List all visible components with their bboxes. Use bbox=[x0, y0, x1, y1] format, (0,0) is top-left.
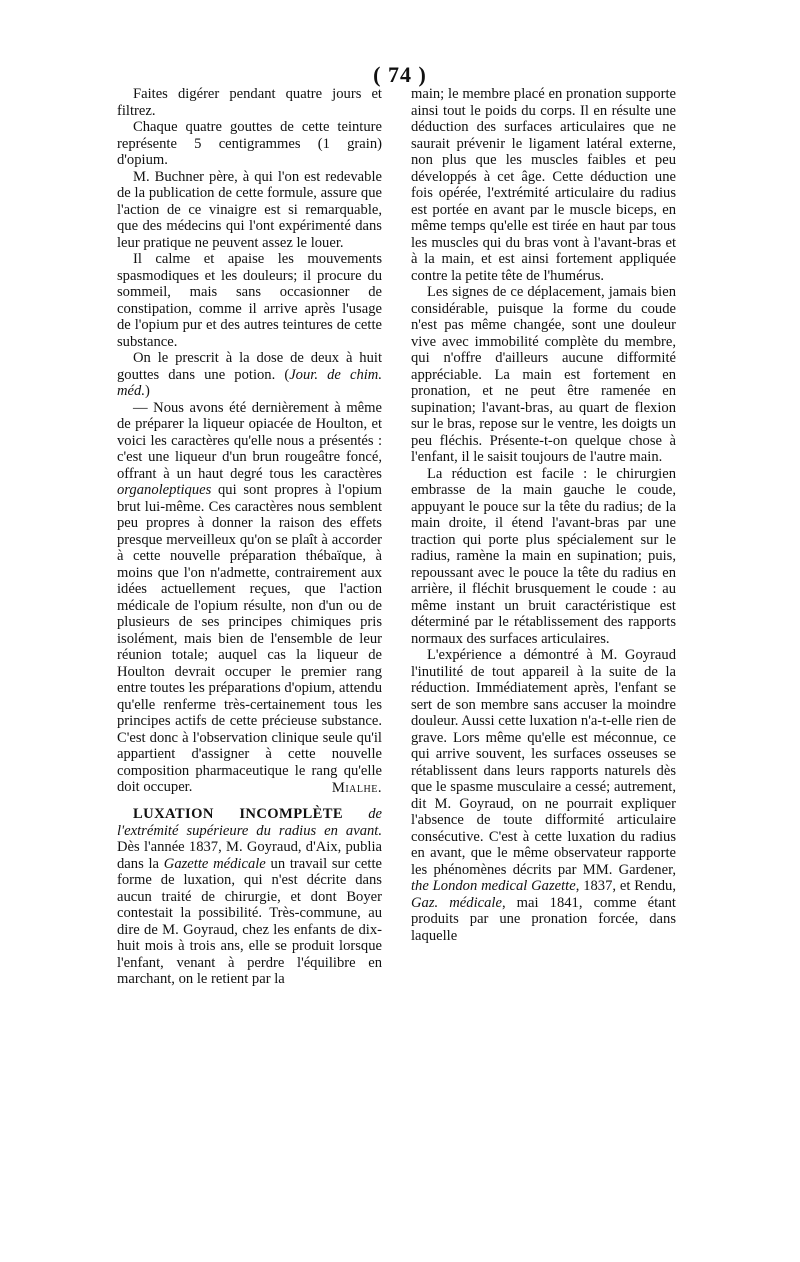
paragraph: M. Buchner père, à qui l'on est redevable de la publication de cette formule, assure que l'action de ce vinaigre est si remarquable, que des médecins qui l'ont expérimenté dans leur pratique ne peuvent assez le louer. bbox=[117, 168, 382, 251]
paragraph bbox=[117, 806, 382, 988]
text-segment: L'expérience a démontré à M. Goyraud l'inutilité de tout appareil à la suite de la réduction. Immédiatement après, l'enfant se sert de son membre sans accuser la moindre douleur. Aussi cette luxation n'a-t-elle rien de grave. Lors même qu'elle est méconnue, ce qui arrive souvent, les surfaces osseuses se rétablissent dans leurs rapports naturels dès que le spasme musculaire a cessé; autrement, dit M. Goyraud, on ne pourrait expliquer l'absence de toute difformité articulaire consécutive. C'est à cette luxation du radius en avant, que le même observateur rapporte les phénomènes décrits par MM. Gardener, bbox=[411, 647, 676, 878]
text-segment: ) bbox=[144, 383, 150, 399]
paragraph: La réduction est facile : le chirurgien embrasse de la main gauche le coude, appuyant le pouce sur la tête du radius; de la main droite, il étend l'avant-bras par une traction qui porte plus spécialement sur le radius, ramène la main en supination; puis, repoussant avec le pouce la tête du radius en arrière, il fléchit brusquement le coude : au même instant un bruit caractéristique est déterminé par le rétablissement des rapports normaux des surfaces articulaires. bbox=[411, 465, 676, 647]
paragraph bbox=[117, 400, 382, 796]
paragraph: Il calme et apaise les mouvements spasmodiques et les douleurs; il procure du sommeil, mais sans occasionner de constipation, comme il arrive après l'usage de l'opium pur et des autres teintures de cette substance. bbox=[117, 251, 382, 350]
text-segment: qui sont propres à l'opium brut lui-même. Ces caractères nous semblent peu propres à donner la raison des effets presque merveilleux qu'on se plaît à accorder à cette nouvelle préparation thébaïque, à moins que l'on n'admette, contrairement aux idées actuellement reçues, que l'action médicale de l'opium résulte, non d'un ou de plusieurs de ses principes chimiques pris isolément, mais bien de l'ensemble de leur réunion totale; auquel cas la liqueur de Houlton devrait occuper le premier rang entre toutes les préparations d'opium, attendu qu'elle renferme très-certainement tous les principes actifs de cette précieuse substance. C'est donc à l'observation clinique seule qu'il appartient d'assigner à cette nouvelle composition pharmaceutique le rang qu'elle doit occuper. bbox=[117, 482, 382, 795]
journal-reference: Gaz. médicale bbox=[411, 894, 502, 911]
article-heading: LUXATION INCOMPLÈTE bbox=[133, 806, 344, 822]
paragraph: main; le membre placé en pronation supporte ainsi tout le poids du corps. Il en résulte une déduction des surfaces articulaires que ne saurait prévenir le ligament latéral externe, non plus que les muscles faibles et peu développés à cet âge. Cette déduction une fois opérée, l'extrémité articulaire du radius est portée en avant par le muscle biceps, en même temps qu'elle est tirée en haut par tous les muscles qui du bras vont à l'avant-bras et à la main, et est ainsi fortement appliquée contre la petite tête de l'humérus. bbox=[411, 86, 676, 284]
journal-reference: Gazette médicale bbox=[163, 855, 266, 872]
journal-reference: Jour. de chim. méd. bbox=[117, 366, 382, 399]
article-subheading: de l'extrémité supérieure du radius en avant. bbox=[117, 806, 382, 839]
author-signature: Mialhe. bbox=[331, 779, 382, 796]
right-column bbox=[411, 86, 676, 944]
paragraph: Faites digérer pendant quatre jours et filtrez. bbox=[117, 86, 382, 119]
paragraph: Les signes de ce déplacement, jamais bien considérable, puisque la forme du coude n'est pas même changée, sont une douleur vive avec immobilité complète du membre, qui n'offre d'ailleurs aucune difformité appréciable. La main est fortement en pronation, et ne peut être ramenée en supination; l'avant-bras, au quart de flexion sur le bras, repose sur le ventre, les doigts un peu fléchis. Présente-t-on quelque chose à l'enfant, il le saisit toujours de l'autre main. bbox=[411, 284, 676, 465]
paragraph bbox=[411, 647, 676, 944]
paragraph: Chaque quatre gouttes de cette teinture représente 5 centigrammes (1 grain) d'opium. bbox=[117, 119, 382, 168]
left-column bbox=[117, 86, 382, 988]
page-number: ( 74 ) bbox=[373, 62, 427, 87]
text-segment: , mai 1841, comme étant produits par une pronation forcée, dans laquelle bbox=[411, 894, 676, 944]
journal-reference: the London medical Gazette bbox=[411, 878, 576, 894]
paragraph bbox=[117, 350, 382, 400]
text-segment: , 1837, et Rendu, bbox=[575, 878, 676, 894]
text-segment: Dès l'année 1837, M. Goyraud, d'Aix, publia dans la bbox=[117, 839, 382, 872]
text-segment: — Nous avons été dernièrement à même de préparer la liqueur opiacée de Houlton, et voici les caractères qu'elle nous a présentés : c'est une liqueur d'un brun rougeâtre foncé, offrant à un haut degré tous les caractères bbox=[117, 399, 382, 482]
emphasis-term: organoleptiques bbox=[117, 482, 212, 498]
text-segment: On le prescrit à la dose de deux à huit gouttes dans une potion. ( bbox=[117, 350, 382, 383]
text-segment: un travail sur cette forme de luxation, qui n'est décrite dans aucun traité de chirurgie, et dont Boyer contestait la possibilité. Très-commune, au dire de M. Goyraud, chez les enfants de dix-huit mois à trois ans, elle se produit lorsque l'enfant, venant à perdre l'équilibre en marchant, on le retient par la bbox=[117, 855, 382, 987]
